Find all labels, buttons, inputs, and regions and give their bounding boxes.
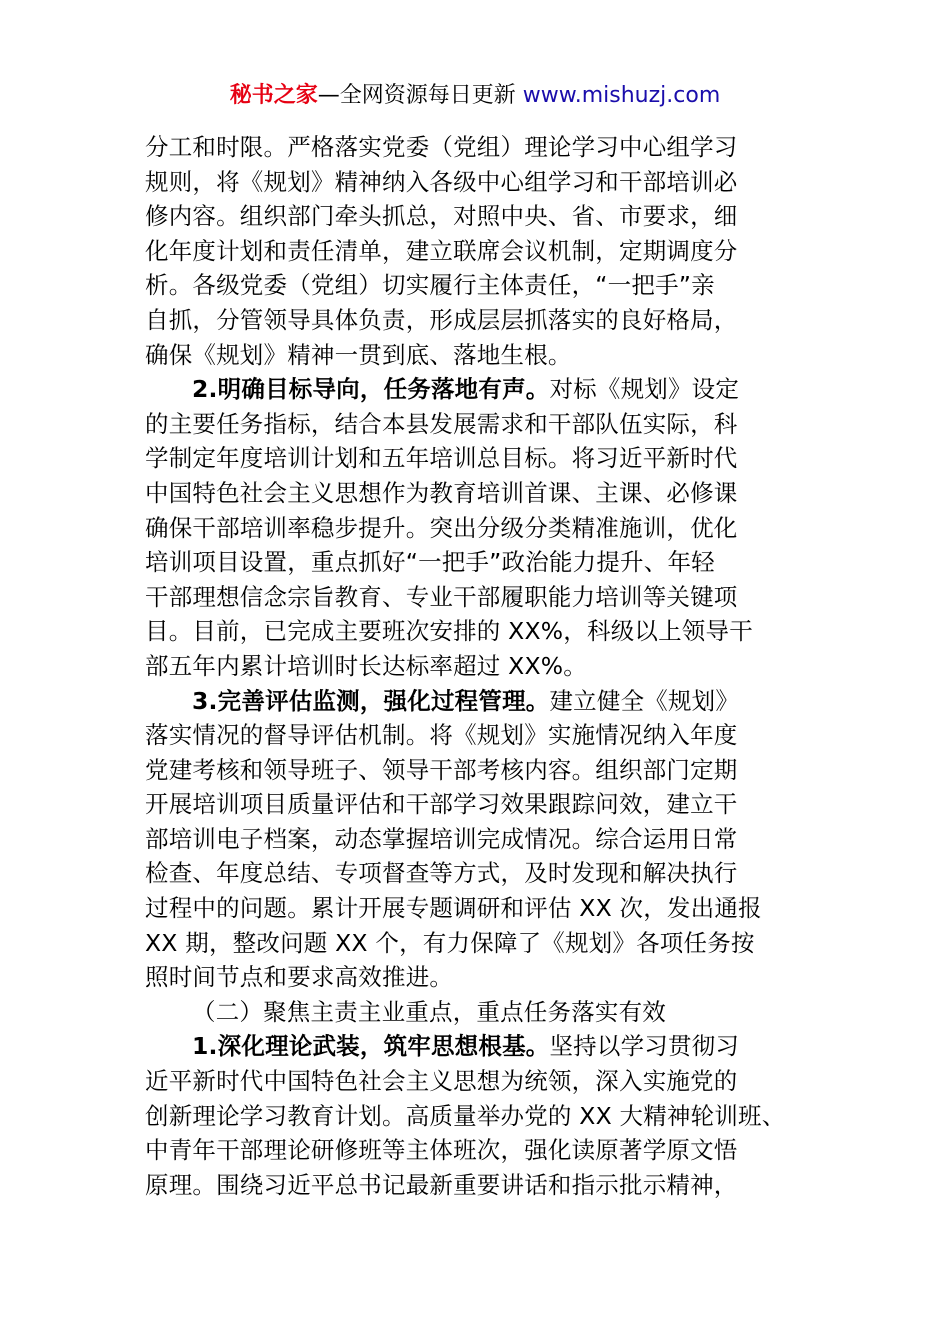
text-line: 规则，将《规划》精神纳入各级中心组学习和干部培训必	[145, 167, 738, 196]
section-heading-line: 3.完善评估监测，强化过程管理。建立健全《规划》	[192, 686, 740, 715]
text-line: 部培训电子档案，动态掌握培训完成情况。综合运用日常	[145, 824, 738, 853]
text-line: 过程中的问题。累计开展专题调研和评估 XX 次，发出通报	[145, 894, 762, 923]
site-url-link[interactable]: www.mishuzj.com	[522, 83, 721, 108]
section-heading: 1.深化理论武装，筑牢思想根基。	[192, 1032, 550, 1061]
text-line: XX 期，整改问题 XX 个，有力保障了《规划》各项任务按	[145, 928, 755, 957]
text-line: 修内容。组织部门牵头抓总，对照中央、省、市要求，细	[145, 202, 738, 231]
text-line: 目。目前，已完成主要班次安排的 XX%，科级以上领导干	[145, 617, 753, 646]
section-heading-line: 1.深化理论武装，筑牢思想根基。坚持以学习贯彻习	[192, 1032, 740, 1061]
subsection-title: （二）聚焦主责主业重点，重点任务落实有效	[192, 997, 666, 1026]
text-line: 创新理论学习教育计划。高质量举办党的 XX 大精神轮训班、	[145, 1101, 786, 1130]
text-line: 落实情况的督导评估机制。将《规划》实施情况纳入年度	[145, 721, 738, 750]
text-line: 学制定年度培训计划和五年培训总目标。将习近平新时代	[145, 444, 738, 473]
site-header	[0, 80, 950, 112]
text-line: 近平新时代中国特色社会主义思想为统领，深入实施党的	[145, 1067, 738, 1096]
text-line: 确保《规划》精神一贯到底、落地生根。	[145, 340, 572, 369]
text-line: 确保干部培训率稳步提升。突出分级分类精准施训，优化	[145, 513, 738, 542]
text-line: 自抓，分管领导具体负责，形成层层抓落实的良好格局，	[145, 305, 738, 334]
text-line: 化年度计划和责任清单，建立联席会议机制，定期调度分	[145, 236, 738, 265]
text-line: 培训项目设置，重点抓好“一把手”政治能力提升、年轻	[145, 548, 715, 577]
text-line: 分工和时限。严格落实党委（党组）理论学习中心组学习	[145, 133, 738, 161]
text-line: 中青年干部理论研修班等主体班次，强化读原著学原文悟	[145, 1136, 738, 1165]
text-line: 部五年内累计培训时长达标率超过 XX%。	[145, 651, 587, 680]
text-line: 干部理想信念宗旨教育、专业干部履职能力培训等关键项	[145, 582, 738, 611]
text-line: 析。各级党委（党组）切实履行主体责任，“一把手”亲	[145, 271, 715, 300]
text-line: 原理。围绕习近平总书记最新重要讲话和指示批示精神，	[145, 1170, 738, 1199]
text-line: 检查、年度总结、专项督查等方式，及时发现和解决执行	[145, 859, 738, 888]
section-heading-line: 2.明确目标导向，任务落地有声。对标《规划》设定	[192, 375, 740, 404]
section-heading: 3.完善评估监测，强化过程管理。	[192, 686, 550, 715]
site-tagline: —全网资源每日更新	[317, 83, 523, 108]
text-line: 开展培训项目质量评估和干部学习效果跟踪问效，建立干	[145, 790, 738, 819]
text-line: 党建考核和领导班子、领导干部考核内容。组织部门定期	[145, 755, 738, 784]
site-brand: 秘书之家	[229, 83, 318, 108]
text-line: 中国特色社会主义思想作为教育培训首课、主课、必修课	[145, 478, 738, 507]
section-heading: 2.明确目标导向，任务落地有声。	[192, 375, 550, 404]
text-line: 的主要任务指标，结合本县发展需求和干部队伍实际，科	[145, 409, 738, 438]
document-body	[145, 130, 810, 1202]
text-line: 照时间节点和要求高效推进。	[145, 963, 454, 992]
